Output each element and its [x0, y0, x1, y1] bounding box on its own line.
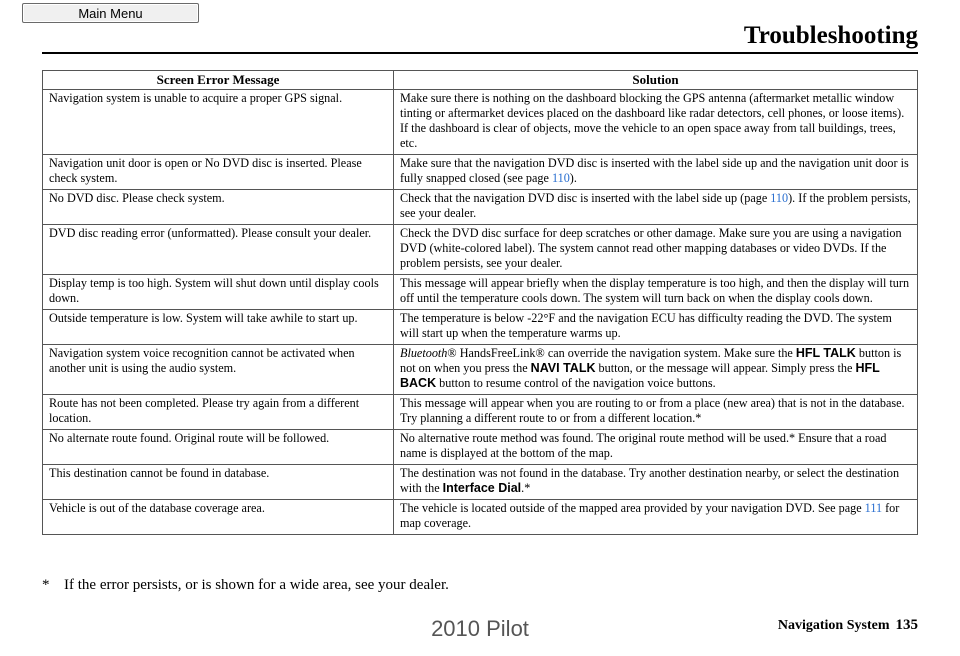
error-message-cell: Navigation system voice recognition cannot be activated when another unit is using the audio system. — [43, 345, 394, 395]
table-row — [43, 90, 918, 155]
interface-dial-label: Interface Dial — [442, 481, 522, 495]
page-title: Troubleshooting — [743, 22, 918, 49]
main-menu-button[interactable]: Main Menu — [22, 3, 199, 23]
bluetooth-term: Bluetooth — [400, 346, 448, 360]
error-message-cell: Vehicle is out of the database coverage area. — [43, 500, 394, 535]
table-row — [43, 465, 918, 500]
error-message-cell: No alternate route found. Original route will be followed. — [43, 430, 394, 465]
solution-text: button, or the message will appear. Simply press the — [595, 361, 856, 375]
solution-text: .* — [521, 481, 531, 495]
table-row — [43, 395, 918, 430]
solution-cell — [394, 345, 918, 395]
error-message-cell: Outside temperature is low. System will take awhile to start up. — [43, 310, 394, 345]
table-row — [43, 345, 918, 395]
hfl-back-button-label: HFL BACK — [400, 361, 880, 390]
solution-cell: The temperature is below -22°F and the navigation ECU has difficulty reading the DVD. The system will start up when the temperature warms up. — [394, 310, 918, 345]
table-row — [43, 225, 918, 275]
solution-cell: This message will appear when you are routing to or from a place (new area) that is not in the database. Try planning a different route to or from a different location.* — [394, 395, 918, 430]
error-message-cell: No DVD disc. Please check system. — [43, 190, 394, 225]
title-divider — [42, 52, 918, 54]
column-header-solution: Solution — [394, 71, 918, 90]
table-row — [43, 190, 918, 225]
solution-text: ® HandsFreeLink® can override the navigation system. Make sure the — [447, 346, 796, 360]
watermark: 2010 Pilot — [431, 616, 529, 641]
error-message-cell: Navigation unit door is open or No DVD disc is inserted. Please check system. — [43, 155, 394, 190]
table-row — [43, 500, 918, 535]
solution-text: Check that the navigation DVD disc is inserted with the label side up (page — [400, 191, 771, 205]
error-message-cell: This destination cannot be found in database. — [43, 465, 394, 500]
table-row — [43, 155, 918, 190]
page-link-111[interactable]: 111 — [864, 501, 883, 515]
table-header-row — [43, 71, 918, 90]
hfl-talk-button-label: HFL TALK — [795, 346, 856, 360]
footnote-text: If the error persists, or is shown for a wide area, see your dealer. — [64, 577, 449, 593]
footnote-marker: * — [42, 577, 50, 593]
column-header-message: Screen Error Message — [43, 71, 394, 90]
footnote — [42, 577, 449, 594]
solution-text: ). If the problem persists, see your dealer. — [400, 191, 911, 220]
solution-cell: This message will appear briefly when the display temperature is too high, and then the display will turn off until the temperature cools down. The system will turn back on when the display cools down. — [394, 275, 918, 310]
error-message-table — [42, 70, 918, 535]
solution-text: ). — [569, 171, 577, 185]
solution-text: The vehicle is located outside of the mapped area provided by your navigation DVD. See page — [400, 501, 865, 515]
solution-cell — [394, 190, 918, 225]
error-message-cell: DVD disc reading error (unformatted). Please consult your dealer. — [43, 225, 394, 275]
solution-text: Make sure that the navigation DVD disc is inserted with the label side up and the navigation unit door is fully snapped closed (see page — [400, 156, 909, 185]
solution-cell — [394, 155, 918, 190]
table-row — [43, 275, 918, 310]
solution-text: button to resume control of the navigation voice buttons. — [436, 376, 716, 390]
solution-cell: No alternative route method was found. The original route method will be used.* Ensure that a road name is displayed at the bottom of the map. — [394, 430, 918, 465]
section-name: Navigation System — [777, 618, 890, 633]
solution-cell — [394, 500, 918, 535]
solution-cell — [394, 465, 918, 500]
error-message-cell: Navigation system is unable to acquire a proper GPS signal. — [43, 90, 394, 155]
solution-text: The destination was not found in the database. Try another destination nearby, or select the destination with the — [400, 466, 900, 495]
page-number: 135 — [895, 617, 918, 633]
navi-talk-button-label: NAVI TALK — [530, 361, 596, 375]
page-link-110[interactable]: 110 — [551, 171, 570, 185]
error-message-cell: Display temp is too high. System will shut down until display cools down. — [43, 275, 394, 310]
solution-cell: Check the DVD disc surface for deep scratches or other damage. Make sure you are using a navigation DVD (white-colored label). The system cannot read other mapping databases or video DVDs. If the problem persists, see your dealer. — [394, 225, 918, 275]
table-row — [43, 430, 918, 465]
solution-text: button is not on when you press the — [400, 346, 902, 375]
solution-cell: Make sure there is nothing on the dashboard blocking the GPS antenna (aftermarket metallic window tinting or aftermarket devices placed on the dashboard like radar detectors, cell phones, or loose items). If the dashboard is clear of objects, move the vehicle to an open space away from tall buildings, trees, etc. — [394, 90, 918, 155]
page-link-110[interactable]: 110 — [770, 191, 789, 205]
solution-text: for map coverage. — [400, 501, 900, 530]
error-message-cell: Route has not been completed. Please try again from a different location. — [43, 395, 394, 430]
table-row — [43, 310, 918, 345]
